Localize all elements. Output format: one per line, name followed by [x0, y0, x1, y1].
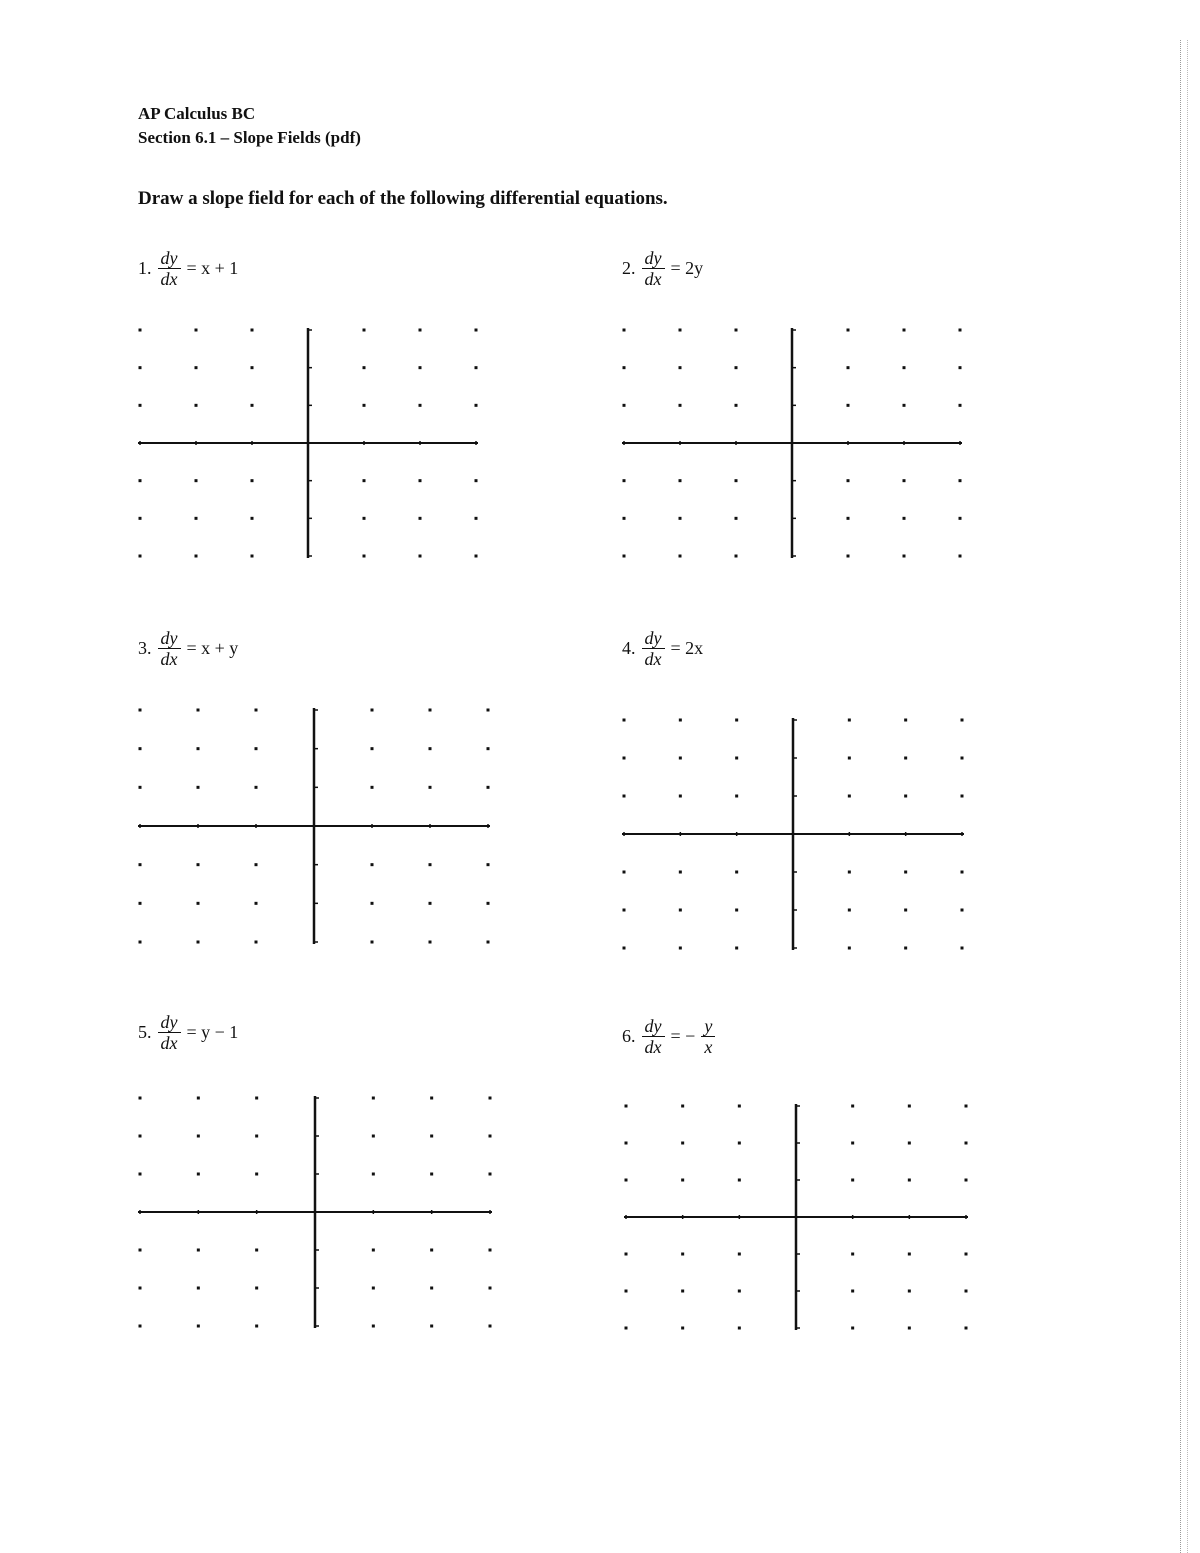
derivative-fraction [642, 248, 665, 289]
grid-dot[interactable] [419, 479, 422, 482]
grid-dot[interactable] [961, 909, 964, 912]
grid-dot[interactable] [371, 747, 374, 750]
page-header [138, 102, 361, 150]
grid-dot[interactable] [139, 941, 142, 944]
grid-dot[interactable] [904, 719, 907, 722]
grid-dot[interactable] [195, 366, 198, 369]
grid-dot[interactable] [251, 329, 254, 332]
grid-dot[interactable] [625, 1290, 628, 1293]
grid-dot[interactable] [908, 1105, 911, 1108]
grid-dot[interactable] [681, 1142, 684, 1145]
grid-dot[interactable] [197, 1097, 200, 1100]
grid-dot[interactable] [625, 1179, 628, 1182]
grid-dot[interactable] [848, 947, 851, 950]
grid-dot[interactable] [419, 517, 422, 520]
grid-dot[interactable] [197, 863, 200, 866]
derivative-fraction [642, 1016, 665, 1057]
fraction-numerator: dy [642, 248, 665, 269]
grid-dot[interactable] [623, 719, 626, 722]
grid-dot[interactable] [430, 1135, 433, 1138]
grid-dot[interactable] [489, 1097, 492, 1100]
grid-dot[interactable] [965, 1290, 968, 1293]
grid-dot[interactable] [961, 757, 964, 760]
grid-dot[interactable] [255, 1097, 258, 1100]
grid-dot[interactable] [735, 909, 738, 912]
grid-dot[interactable] [681, 1327, 684, 1330]
grid-dot[interactable] [475, 555, 478, 558]
grid-dot[interactable] [623, 757, 626, 760]
grid-dot[interactable] [139, 1325, 142, 1328]
grid-dot[interactable] [847, 517, 850, 520]
grid-dot[interactable] [419, 366, 422, 369]
grid-dot[interactable] [429, 747, 432, 750]
problem-number: 3. [138, 638, 152, 658]
derivative-fraction [642, 628, 665, 669]
grid-dot[interactable] [961, 795, 964, 798]
grid-dot[interactable] [139, 902, 142, 905]
grid-dot[interactable] [623, 404, 626, 407]
grid-dot[interactable] [623, 947, 626, 950]
grid-dot[interactable] [735, 795, 738, 798]
grid-dot[interactable] [851, 1253, 854, 1256]
grid-dot[interactable] [139, 1097, 142, 1100]
grid-dot[interactable] [430, 1287, 433, 1290]
fraction-numerator: dy [642, 1016, 665, 1037]
grid-dot[interactable] [904, 757, 907, 760]
equation-rhs: = x + y [186, 638, 239, 658]
grid-dot[interactable] [197, 709, 200, 712]
grid-dot[interactable] [195, 517, 198, 520]
grid-dot[interactable] [848, 719, 851, 722]
grid-dot[interactable] [371, 941, 374, 944]
grid-dot[interactable] [908, 1142, 911, 1145]
grid-dot[interactable] [255, 1173, 258, 1176]
grid-dot[interactable] [738, 1290, 741, 1293]
grid-dot[interactable] [419, 555, 422, 558]
grid-dot[interactable] [908, 1327, 911, 1330]
grid-dot[interactable] [625, 1327, 628, 1330]
problem-5-label [138, 1012, 238, 1053]
fraction-denominator: dx [160, 1033, 178, 1053]
derivative-fraction [158, 248, 181, 289]
rhs-fraction-numerator: y [701, 1016, 715, 1037]
grid-dot[interactable] [475, 517, 478, 520]
grid-dot[interactable] [197, 1135, 200, 1138]
grid-dot[interactable] [903, 517, 906, 520]
fraction-numerator: dy [642, 628, 665, 649]
grid-dot[interactable] [251, 517, 254, 520]
grid-dot[interactable] [679, 795, 682, 798]
grid-dot[interactable] [429, 941, 432, 944]
grid-dot[interactable] [623, 555, 626, 558]
grid-dot[interactable] [487, 902, 490, 905]
grid-dot[interactable] [679, 871, 682, 874]
grid-dot[interactable] [848, 795, 851, 798]
grid-dot[interactable] [487, 709, 490, 712]
grid-dot[interactable] [847, 366, 850, 369]
grid-dot[interactable] [847, 555, 850, 558]
grid-dot[interactable] [255, 1249, 258, 1252]
grid-dot[interactable] [197, 1173, 200, 1176]
grid-dot[interactable] [371, 902, 374, 905]
fraction-numerator: dy [158, 628, 181, 649]
grid-dot[interactable] [679, 329, 682, 332]
grid-dot[interactable] [197, 1287, 200, 1290]
grid-dot[interactable] [679, 517, 682, 520]
equation-rhs: = − [670, 1026, 696, 1046]
grid-dot[interactable] [679, 947, 682, 950]
grid-dot[interactable] [903, 404, 906, 407]
grid-dot[interactable] [197, 1249, 200, 1252]
slope-field-grid-2[interactable] [622, 328, 962, 558]
grid-dot[interactable] [139, 786, 142, 789]
grid-dot[interactable] [430, 1173, 433, 1176]
grid-dot[interactable] [623, 871, 626, 874]
grid-dot[interactable] [848, 757, 851, 760]
grid-dot[interactable] [255, 1325, 258, 1328]
grid-dot[interactable] [489, 1135, 492, 1138]
grid-dot[interactable] [735, 479, 738, 482]
grid-dot[interactable] [363, 404, 366, 407]
grid-dot[interactable] [475, 479, 478, 482]
grid-dot[interactable] [139, 404, 142, 407]
grid-dot[interactable] [681, 1179, 684, 1182]
grid-dot[interactable] [679, 366, 682, 369]
grid-dot[interactable] [371, 863, 374, 866]
grid-dot[interactable] [851, 1105, 854, 1108]
grid-dot[interactable] [139, 1249, 142, 1252]
grid-dot[interactable] [847, 329, 850, 332]
problem-number: 1. [138, 258, 152, 278]
grid-dot[interactable] [139, 747, 142, 750]
grid-dot[interactable] [847, 479, 850, 482]
rhs-fraction-denominator: x [704, 1037, 713, 1057]
grid-dot[interactable] [904, 947, 907, 950]
grid-dot[interactable] [735, 871, 738, 874]
grid-dot[interactable] [255, 786, 258, 789]
grid-dot[interactable] [738, 1327, 741, 1330]
grid-dot[interactable] [738, 1253, 741, 1256]
derivative-fraction [158, 628, 181, 669]
grid-dot[interactable] [735, 719, 738, 722]
derivative-fraction [158, 1012, 181, 1053]
grid-dot[interactable] [908, 1179, 911, 1182]
grid-dot[interactable] [195, 404, 198, 407]
grid-dot[interactable] [959, 404, 962, 407]
grid-dot[interactable] [197, 941, 200, 944]
problem-3-label [138, 628, 238, 669]
grid-dot[interactable] [419, 404, 422, 407]
grid-dot[interactable] [195, 555, 198, 558]
problem-1-label [138, 248, 238, 289]
grid-dot[interactable] [848, 871, 851, 874]
grid-dot[interactable] [255, 1287, 258, 1290]
grid-dot[interactable] [430, 1097, 433, 1100]
slope-field-grid-6[interactable] [624, 1104, 968, 1330]
grid-dot[interactable] [903, 479, 906, 482]
grid-dot[interactable] [363, 366, 366, 369]
grid-dot[interactable] [623, 366, 626, 369]
fraction-numerator: dy [158, 1012, 181, 1033]
grid-dot[interactable] [959, 366, 962, 369]
grid-dot[interactable] [735, 366, 738, 369]
grid-dot[interactable] [965, 1142, 968, 1145]
grid-dot[interactable] [851, 1327, 854, 1330]
grid-dot[interactable] [489, 1249, 492, 1252]
problem-number: 2. [622, 258, 636, 278]
fraction-denominator: dx [644, 1037, 662, 1057]
grid-dot[interactable] [965, 1253, 968, 1256]
grid-dot[interactable] [851, 1142, 854, 1145]
grid-dot[interactable] [735, 404, 738, 407]
grid-dot[interactable] [487, 863, 490, 866]
problem-2-label [622, 248, 703, 289]
grid-dot[interactable] [372, 1173, 375, 1176]
grid-dot[interactable] [679, 479, 682, 482]
problem-number: 4. [622, 638, 636, 658]
grid-dot[interactable] [961, 719, 964, 722]
equation-rhs: = y − 1 [186, 1022, 239, 1042]
equation-rhs: = 2y [670, 258, 704, 278]
grid-dot[interactable] [139, 1287, 142, 1290]
grid-dot[interactable] [679, 757, 682, 760]
grid-dot[interactable] [965, 1327, 968, 1330]
grid-dot[interactable] [251, 404, 254, 407]
grid-dot[interactable] [255, 709, 258, 712]
grid-dot[interactable] [903, 555, 906, 558]
grid-dot[interactable] [847, 404, 850, 407]
grid-dot[interactable] [255, 747, 258, 750]
grid-dot[interactable] [961, 947, 964, 950]
equation-rhs: = 2x [670, 638, 704, 658]
grid-dot[interactable] [255, 902, 258, 905]
grid-dot[interactable] [903, 329, 906, 332]
instruction-text: Draw a slope field for each of the following differential equations. [138, 188, 668, 209]
slope-field-grid-3[interactable] [138, 708, 490, 944]
grid-dot[interactable] [255, 863, 258, 866]
equation-rhs: = x + 1 [186, 258, 239, 278]
grid-dot[interactable] [961, 871, 964, 874]
grid-dot[interactable] [363, 555, 366, 558]
slope-field-grid-5[interactable] [138, 1096, 492, 1328]
grid-dot[interactable] [255, 941, 258, 944]
grid-dot[interactable] [679, 719, 682, 722]
fraction-denominator: dx [160, 649, 178, 669]
grid-dot[interactable] [372, 1249, 375, 1252]
grid-dot[interactable] [848, 909, 851, 912]
grid-dot[interactable] [738, 1179, 741, 1182]
grid-dot[interactable] [623, 479, 626, 482]
grid-dot[interactable] [623, 909, 626, 912]
problem-6-label [622, 1016, 717, 1057]
grid-dot[interactable] [363, 329, 366, 332]
fraction-numerator: dy [158, 248, 181, 269]
grid-dot[interactable] [429, 786, 432, 789]
grid-dot[interactable] [679, 555, 682, 558]
grid-dot[interactable] [372, 1287, 375, 1290]
grid-dot[interactable] [625, 1142, 628, 1145]
grid-dot[interactable] [197, 902, 200, 905]
grid-dot[interactable] [625, 1253, 628, 1256]
grid-dot[interactable] [419, 329, 422, 332]
grid-dot[interactable] [681, 1290, 684, 1293]
grid-dot[interactable] [904, 795, 907, 798]
grid-dot[interactable] [139, 1173, 142, 1176]
grid-dot[interactable] [681, 1105, 684, 1108]
grid-dot[interactable] [625, 1105, 628, 1108]
grid-dot[interactable] [363, 517, 366, 520]
grid-dot[interactable] [139, 863, 142, 866]
grid-dot[interactable] [429, 709, 432, 712]
grid-dot[interactable] [489, 1325, 492, 1328]
problem-number: 5. [138, 1022, 152, 1042]
fraction-denominator: dx [160, 269, 178, 289]
grid-dot[interactable] [965, 1105, 968, 1108]
grid-dot[interactable] [679, 909, 682, 912]
course-title: AP Calculus BC [138, 104, 256, 123]
grid-dot[interactable] [251, 366, 254, 369]
grid-dot[interactable] [623, 795, 626, 798]
grid-dot[interactable] [139, 479, 142, 482]
grid-dot[interactable] [372, 1135, 375, 1138]
grid-dot[interactable] [195, 329, 198, 332]
grid-dot[interactable] [363, 479, 366, 482]
grid-dot[interactable] [908, 1290, 911, 1293]
grid-dot[interactable] [908, 1253, 911, 1256]
grid-dot[interactable] [139, 366, 142, 369]
grid-dot[interactable] [735, 757, 738, 760]
grid-dot[interactable] [371, 709, 374, 712]
grid-dot[interactable] [197, 786, 200, 789]
problem-number: 6. [622, 1026, 636, 1046]
fraction-denominator: dx [644, 649, 662, 669]
page-edge-binding [1180, 40, 1188, 1553]
grid-dot[interactable] [195, 479, 198, 482]
grid-dot[interactable] [735, 517, 738, 520]
grid-dot[interactable] [959, 329, 962, 332]
grid-dot[interactable] [903, 366, 906, 369]
section-title: Section 6.1 – Slope Fields (pdf) [138, 128, 361, 147]
grid-dot[interactable] [430, 1249, 433, 1252]
grid-dot[interactable] [965, 1179, 968, 1182]
grid-dot[interactable] [139, 517, 142, 520]
grid-dot[interactable] [738, 1105, 741, 1108]
grid-dot[interactable] [735, 555, 738, 558]
grid-dot[interactable] [851, 1179, 854, 1182]
grid-dot[interactable] [489, 1173, 492, 1176]
grid-dot[interactable] [372, 1325, 375, 1328]
slope-field-grid-4[interactable] [622, 718, 964, 950]
grid-dot[interactable] [623, 329, 626, 332]
grid-dot[interactable] [475, 329, 478, 332]
rhs-fraction [701, 1016, 715, 1057]
grid-dot[interactable] [251, 555, 254, 558]
grid-dot[interactable] [623, 517, 626, 520]
grid-dot[interactable] [371, 786, 374, 789]
slope-field-grid-1[interactable] [138, 328, 478, 558]
grid-dot[interactable] [372, 1097, 375, 1100]
grid-dot[interactable] [681, 1253, 684, 1256]
grid-dot[interactable] [679, 404, 682, 407]
grid-dot[interactable] [251, 479, 254, 482]
problem-4-label [622, 628, 703, 669]
grid-dot[interactable] [487, 786, 490, 789]
grid-dot[interactable] [489, 1287, 492, 1290]
grid-dot[interactable] [197, 1325, 200, 1328]
grid-dot[interactable] [429, 902, 432, 905]
grid-dot[interactable] [139, 709, 142, 712]
grid-dot[interactable] [430, 1325, 433, 1328]
grid-dot[interactable] [735, 329, 738, 332]
grid-dot[interactable] [735, 947, 738, 950]
grid-dot[interactable] [429, 863, 432, 866]
grid-dot[interactable] [959, 479, 962, 482]
grid-dot[interactable] [139, 329, 142, 332]
grid-dot[interactable] [139, 555, 142, 558]
grid-dot[interactable] [475, 404, 478, 407]
grid-dot[interactable] [851, 1290, 854, 1293]
grid-dot[interactable] [487, 747, 490, 750]
grid-dot[interactable] [197, 747, 200, 750]
grid-dot[interactable] [139, 1135, 142, 1138]
grid-dot[interactable] [255, 1135, 258, 1138]
grid-dot[interactable] [959, 555, 962, 558]
grid-dot[interactable] [475, 366, 478, 369]
grid-dot[interactable] [487, 941, 490, 944]
fraction-denominator: dx [644, 269, 662, 289]
grid-dot[interactable] [904, 871, 907, 874]
grid-dot[interactable] [959, 517, 962, 520]
grid-dot[interactable] [904, 909, 907, 912]
grid-dot[interactable] [738, 1142, 741, 1145]
